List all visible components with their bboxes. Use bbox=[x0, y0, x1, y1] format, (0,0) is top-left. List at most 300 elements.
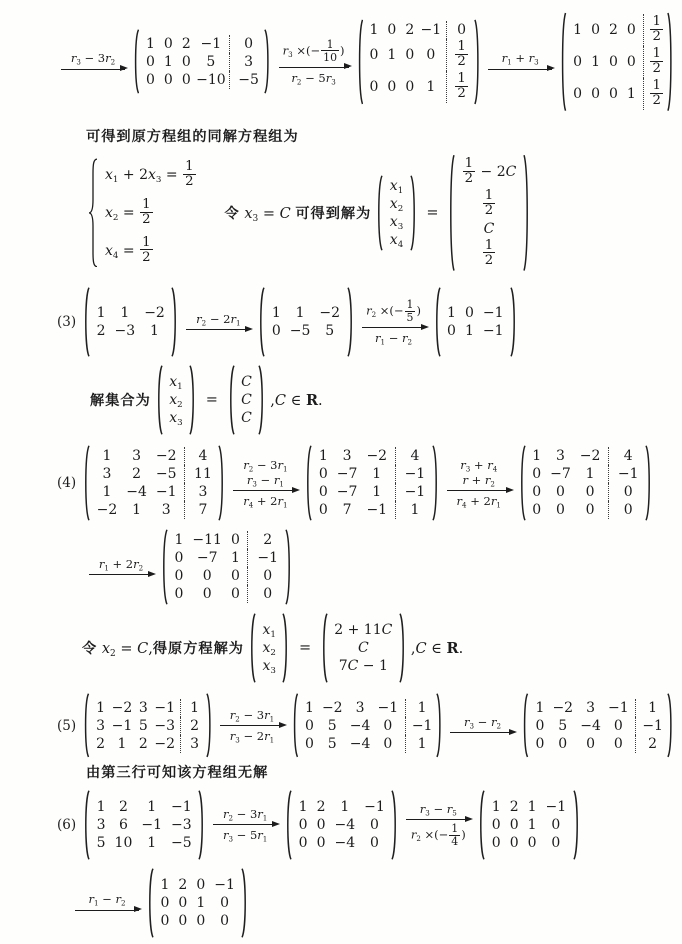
matrix-cell: 0 bbox=[229, 35, 262, 53]
matrix-cell: 0 bbox=[230, 532, 240, 549]
matrix-cell: 0 bbox=[247, 567, 282, 585]
matrix-cell: 0 bbox=[181, 71, 191, 88]
row-operation-arrow bbox=[89, 557, 153, 578]
augmented-matrix bbox=[83, 693, 212, 758]
matrix-cell: 0 bbox=[298, 834, 308, 851]
row-operation-arrow bbox=[220, 708, 284, 744]
item-5-no-solution-note bbox=[0, 762, 676, 782]
matrix-cell: −2 bbox=[111, 699, 133, 716]
matrix-cell: 4 bbox=[395, 447, 430, 465]
left-paren-icon bbox=[305, 445, 312, 521]
right-paren-icon bbox=[573, 790, 580, 860]
matrix-cell: −1 bbox=[377, 699, 399, 716]
matrix-cell bbox=[457, 188, 521, 220]
matrix-grid bbox=[328, 619, 399, 677]
matrix-cell: 1 bbox=[132, 502, 142, 519]
matrix-cell: 0 bbox=[405, 78, 415, 95]
matrix-cell: C bbox=[241, 410, 252, 427]
matrix-cell: 0 bbox=[551, 834, 561, 851]
fraction: $\frac{1}{2}$ bbox=[484, 187, 494, 219]
matrix-cell: −10 bbox=[196, 71, 226, 88]
row-operation-arrow bbox=[406, 802, 470, 848]
right-paren-icon bbox=[432, 445, 439, 521]
matrix-cell: 2 bbox=[132, 466, 142, 483]
matrix-cell: 1 bbox=[145, 35, 155, 52]
matrix-cell: −2 bbox=[96, 502, 118, 519]
matrix-cell: 3 bbox=[96, 717, 105, 734]
matrix-cell: 0 bbox=[304, 735, 314, 752]
left-paren-icon bbox=[478, 790, 485, 860]
matrix-grid bbox=[526, 445, 645, 521]
matrix-cell: 2 bbox=[96, 735, 105, 752]
fraction: $\frac{1}{5}$ bbox=[406, 298, 414, 325]
matrix-cell: 0 bbox=[626, 53, 636, 70]
matrix-cell: $x_2$ bbox=[169, 392, 183, 411]
equation-system bbox=[88, 158, 197, 268]
matrix-cell: 3 bbox=[184, 483, 216, 501]
matrix-cell: 2 bbox=[119, 798, 128, 815]
matrix-grid bbox=[265, 302, 346, 342]
matrix-cell: 1 bbox=[532, 448, 542, 465]
augmented-matrix bbox=[357, 19, 481, 105]
left-paren-icon bbox=[448, 154, 455, 272]
text-run: = bbox=[294, 640, 316, 657]
spacer bbox=[197, 212, 223, 213]
matrix-cell: 1 bbox=[369, 21, 379, 38]
matrix-cell: 0 bbox=[181, 53, 191, 70]
matrix-cell: 1 bbox=[147, 834, 157, 851]
equivalent-system-note bbox=[0, 126, 676, 146]
augmented-matrix bbox=[560, 12, 673, 112]
matrix-cell: 0 bbox=[160, 894, 170, 911]
item-6-reduction-cont-line bbox=[0, 868, 676, 938]
matrix-cell: 0 bbox=[160, 912, 170, 929]
arrow-shaft-icon bbox=[406, 819, 470, 820]
fraction: $\frac{1}{2}$ bbox=[185, 158, 194, 190]
matrix-cell: 0 bbox=[271, 323, 281, 340]
matrix-cell: 1 bbox=[230, 550, 240, 567]
matrix-cell: 3 bbox=[161, 502, 171, 519]
matrix-cell: 0 bbox=[532, 502, 542, 519]
item-5-reduction-line bbox=[0, 693, 676, 758]
row-operation-label: $r_3 - 3r_2$ bbox=[70, 51, 116, 67]
system-and-solution-line bbox=[0, 154, 676, 272]
left-paren-icon bbox=[285, 790, 292, 860]
right-paren-icon bbox=[282, 613, 289, 683]
matrix-cell: 0 bbox=[387, 78, 397, 95]
item-number: (5) bbox=[57, 717, 77, 734]
matrix-cell: 0 bbox=[446, 21, 472, 39]
row-operation-label: $r_2 - 3r_1$ bbox=[243, 458, 288, 474]
matrix-cell: 1 bbox=[196, 894, 206, 911]
matrix-cell: −1 bbox=[111, 717, 133, 734]
item-4-reduction-line bbox=[0, 445, 676, 521]
matrix bbox=[448, 154, 530, 272]
matrix-cell: 0 bbox=[585, 484, 595, 501]
system-lines bbox=[98, 158, 197, 268]
equation-line: $x_4$ = $\frac{1}{2}$ bbox=[105, 234, 151, 265]
matrix-cell: 0 bbox=[573, 53, 583, 70]
row-operation-label: $r_2$ ×(− $\frac{1}{5}$ ) bbox=[366, 298, 421, 325]
row-operation-arrow bbox=[186, 312, 250, 333]
matrix bbox=[285, 790, 398, 860]
row-reduction-step-line-1 bbox=[0, 12, 676, 112]
matrix-cell: 0 bbox=[532, 466, 542, 483]
fraction: $\frac{1}{2}$ bbox=[652, 77, 661, 109]
matrix bbox=[321, 613, 406, 683]
matrix-cell: 1 bbox=[372, 484, 382, 501]
item-number: (6) bbox=[57, 816, 77, 833]
matrix-cell: 1 bbox=[147, 798, 157, 815]
matrix-grid bbox=[383, 175, 409, 251]
matrix-cell: C bbox=[241, 392, 252, 409]
matrix-grid bbox=[90, 302, 171, 342]
left-paren-icon bbox=[83, 790, 90, 860]
fraction: $\frac{1}{2}$ bbox=[484, 237, 494, 268]
right-paren-icon bbox=[264, 29, 270, 94]
matrix bbox=[434, 287, 517, 357]
matrix-cell: 0 bbox=[426, 46, 436, 63]
matrix bbox=[83, 287, 178, 357]
matrix-cell: 3 bbox=[132, 448, 142, 465]
matrix-cell: 0 bbox=[318, 484, 328, 501]
matrix-cell: 0 bbox=[586, 735, 595, 752]
matrix-cell: 1 bbox=[535, 699, 545, 716]
left-paren-icon bbox=[156, 365, 163, 435]
matrix-cell: 0 bbox=[163, 35, 173, 52]
arrow-shaft-icon bbox=[450, 732, 514, 733]
matrix-cell: 0 bbox=[585, 502, 595, 519]
matrix-cell: 1 bbox=[96, 305, 106, 322]
matrix-cell: $\frac{1}{2}$ − 2C bbox=[464, 155, 517, 187]
arrow-shaft-icon bbox=[61, 69, 125, 70]
matrix-cell: 0 bbox=[608, 483, 643, 501]
augmented-matrix bbox=[133, 29, 271, 94]
matrix-cell: 1 bbox=[573, 21, 583, 38]
matrix-cell: 0 bbox=[491, 816, 501, 833]
text-run: = bbox=[421, 204, 444, 221]
matrix-cell: 2 bbox=[635, 735, 664, 753]
matrix-cell: 3 bbox=[355, 699, 365, 716]
matrix-cell: 1 bbox=[464, 323, 474, 340]
matrix-grid bbox=[90, 796, 198, 854]
matrix-cell: −1 bbox=[171, 798, 192, 815]
matrix-cell: 2 bbox=[178, 876, 188, 893]
matrix-cell: 2 bbox=[96, 323, 106, 340]
left-paren-icon bbox=[519, 445, 526, 521]
matrix-cell: −1 bbox=[482, 323, 504, 340]
matrix-cell: 6 bbox=[119, 816, 128, 833]
matrix-cell: −1 bbox=[395, 483, 430, 501]
matrix-cell: 2 + 11C bbox=[334, 622, 393, 639]
matrix-cell: 1 bbox=[626, 85, 636, 102]
matrix-cell: 0 bbox=[613, 735, 623, 752]
chinese-text: 令 bbox=[82, 641, 98, 658]
matrix-cell: 1 bbox=[96, 798, 106, 815]
matrix bbox=[249, 613, 289, 683]
matrix-cell: 7 bbox=[342, 502, 352, 519]
matrix-cell: 0 bbox=[370, 816, 379, 833]
matrix-grid bbox=[235, 371, 259, 429]
row-operation-arrow bbox=[447, 458, 511, 508]
row-operation-label: $r_2 - 3r_1$ bbox=[222, 807, 268, 823]
matrix-cell: 0 bbox=[316, 834, 326, 851]
augmented-matrix bbox=[161, 529, 292, 605]
augmented-matrix bbox=[305, 445, 438, 521]
matrix-cell: 0 bbox=[370, 834, 379, 851]
matrix-cell: 0 bbox=[318, 466, 328, 483]
right-paren-icon bbox=[436, 693, 442, 758]
matrix-cell: 10 bbox=[114, 834, 133, 851]
right-paren-icon bbox=[218, 445, 225, 521]
matrix-cell: 3 bbox=[342, 448, 352, 465]
matrix-cell: 1 bbox=[295, 305, 305, 322]
matrix-cell: −5 bbox=[229, 71, 262, 89]
matrix bbox=[228, 365, 266, 435]
row-operation-label: $r_4 + 2r_1$ bbox=[243, 494, 288, 510]
right-paren-icon bbox=[474, 19, 480, 105]
matrix-cell: 5 bbox=[325, 323, 335, 340]
row-operation-label: $r + r_2$ bbox=[462, 472, 495, 489]
matrix-cell bbox=[457, 238, 521, 270]
left-paren-icon bbox=[321, 613, 328, 683]
matrix-cell: 0 bbox=[247, 585, 282, 603]
matrix-cell: 1 bbox=[426, 78, 436, 95]
matrix-cell: 1 bbox=[527, 816, 537, 833]
matrix-cell: 2 bbox=[316, 798, 326, 815]
matrix bbox=[156, 365, 196, 435]
matrix-cell: $x_1$ bbox=[169, 374, 183, 393]
matrix-cell: 0 bbox=[304, 717, 314, 734]
matrix-cell: 1 bbox=[340, 798, 350, 815]
fraction: $\frac{1}{2}$ bbox=[142, 196, 151, 228]
matrix-cell: 0 bbox=[447, 323, 456, 340]
matrix-cell: 0 bbox=[609, 53, 618, 70]
matrix-cell: 0 bbox=[298, 816, 308, 833]
matrix-cell: $x_2$ bbox=[262, 640, 276, 659]
augmented-matrix bbox=[83, 445, 225, 521]
right-paren-icon bbox=[285, 529, 292, 605]
matrix-cell: $x_3$ bbox=[169, 410, 183, 429]
matrix-cell: 0 bbox=[527, 834, 537, 851]
matrix-cell: 0 bbox=[178, 912, 188, 929]
matrix-cell: −5 bbox=[289, 323, 311, 340]
matrix-cell: 3 bbox=[102, 466, 112, 483]
matrix-cell: 0 bbox=[558, 735, 568, 752]
matrix-cell: −1 bbox=[154, 699, 176, 716]
item-3-solution-line bbox=[0, 365, 676, 435]
matrix-cell: 0 bbox=[383, 717, 393, 734]
left-paren-icon bbox=[376, 175, 383, 251]
text-run: ,C ∈ R. bbox=[270, 391, 323, 409]
matrix-grid bbox=[529, 697, 667, 755]
matrix-cell: −2 bbox=[154, 735, 176, 752]
matrix-cell: −4 bbox=[126, 484, 147, 501]
matrix-cell: 3 bbox=[229, 53, 262, 71]
matrix-cell: 5 bbox=[206, 53, 216, 70]
matrix-cell: −2 bbox=[552, 699, 574, 716]
matrix-cell: −4 bbox=[349, 717, 371, 734]
row-operation-label: $r_2$ ×(− $\frac{1}{4}$ ) bbox=[410, 822, 466, 849]
row-operation-arrow bbox=[61, 51, 125, 72]
matrix-cell: $x_3$ bbox=[262, 658, 276, 677]
left-paren-icon bbox=[161, 529, 168, 605]
matrix-cell: 0 bbox=[556, 502, 565, 519]
matrix-cell: 0 bbox=[220, 894, 230, 911]
text-run: 令 $x_3 = C$ 可得到解为 bbox=[224, 205, 372, 224]
matrix-grid bbox=[363, 19, 474, 105]
chinese-text: 得原方程解为 bbox=[152, 641, 244, 658]
matrix-cell: 0 bbox=[145, 71, 155, 88]
text-run: 令 $x_2 = C$,得原方程解为 bbox=[82, 641, 244, 660]
row-operation-label: $r_3 - r_2$ bbox=[463, 715, 501, 731]
matrix-cell: −1 bbox=[608, 699, 629, 716]
row-operation-label: $r_4 + 2r_1$ bbox=[456, 494, 501, 510]
matrix-cell: −11 bbox=[192, 532, 222, 549]
equation-line: $x_1 + 2x_3$ = $\frac{1}{2}$ bbox=[105, 158, 194, 190]
matrix-grid bbox=[154, 874, 241, 932]
matrix-cell: 0 bbox=[613, 717, 623, 734]
matrix-cell: 1 bbox=[102, 484, 112, 501]
row-operation-label: $r_3$ ×(− $\frac{1}{10}$ ) bbox=[282, 37, 345, 64]
row-operation-label: $r_2 - 5r_3$ bbox=[291, 70, 336, 87]
fraction: $\frac{1}{4}$ bbox=[451, 822, 459, 849]
matrix-cell: 0 bbox=[491, 834, 501, 851]
arrow-shaft-icon bbox=[279, 67, 349, 68]
matrix-grid bbox=[90, 445, 218, 521]
matrix-cell: 0 bbox=[316, 816, 326, 833]
matrix bbox=[83, 790, 205, 860]
right-paren-icon bbox=[241, 868, 248, 938]
arrow-shaft-icon bbox=[362, 327, 426, 328]
item-number: (4) bbox=[57, 475, 77, 492]
matrix-cell: 0 bbox=[464, 305, 474, 322]
matrix bbox=[258, 287, 353, 357]
matrix-cell: 0 bbox=[573, 85, 583, 102]
right-paren-icon bbox=[399, 613, 406, 683]
matrix-cell: 0 bbox=[608, 501, 643, 519]
right-paren-icon bbox=[391, 790, 398, 860]
right-paren-icon bbox=[667, 693, 673, 758]
matrix-cell: 0 bbox=[532, 484, 542, 501]
arrow-shaft-icon bbox=[75, 910, 139, 911]
row-operation-label: $r_1 + r_3$ bbox=[501, 51, 539, 67]
augmented-matrix bbox=[522, 693, 673, 758]
matrix-cell: 1 bbox=[163, 53, 173, 70]
row-operation-arrow bbox=[488, 51, 552, 72]
matrix-cell: −1 bbox=[200, 35, 222, 52]
matrix-cell: −2 bbox=[366, 448, 388, 465]
chinese-text: 可得到解为 bbox=[295, 205, 372, 222]
matrix-cell: 0 bbox=[535, 717, 545, 734]
matrix-cell bbox=[446, 39, 472, 71]
matrix-cell: −4 bbox=[349, 735, 371, 752]
text-run bbox=[90, 390, 151, 410]
matrix bbox=[147, 868, 248, 938]
matrix-cell: 0 bbox=[230, 568, 240, 585]
matrix-cell: −3 bbox=[171, 816, 192, 833]
row-operation-label: $r_3 - r_1$ bbox=[246, 472, 284, 489]
matrix-cell: −1 bbox=[635, 717, 664, 735]
matrix-cell: −3 bbox=[114, 323, 136, 340]
arrow-shaft-icon bbox=[213, 824, 277, 825]
right-paren-icon bbox=[523, 154, 530, 272]
right-paren-icon bbox=[410, 175, 417, 251]
matrix-cell: 1 bbox=[585, 466, 595, 483]
arrow-shaft-icon bbox=[186, 329, 250, 330]
matrix-cell: −2 bbox=[321, 699, 343, 716]
matrix-cell: 0 bbox=[174, 586, 184, 603]
right-paren-icon bbox=[171, 287, 178, 357]
fraction: $\frac{1}{2}$ bbox=[652, 14, 661, 45]
matrix-cell: 0 bbox=[318, 502, 328, 519]
matrix-grid bbox=[168, 529, 285, 605]
matrix-cell: 1 bbox=[318, 448, 328, 465]
matrix-cell: −1 bbox=[482, 305, 504, 322]
row-operation-arrow bbox=[233, 458, 297, 508]
right-paren-icon bbox=[667, 12, 673, 112]
matrix-cell: −1 bbox=[366, 502, 388, 519]
fraction: $\frac{1}{2}$ bbox=[457, 70, 466, 102]
arrow-shaft-icon bbox=[488, 69, 552, 70]
matrix-grid bbox=[298, 697, 436, 755]
augmented-matrix bbox=[292, 693, 443, 758]
matrix-grid bbox=[441, 302, 510, 342]
arrow-shaft-icon bbox=[89, 574, 153, 575]
matrix-grid bbox=[90, 697, 206, 755]
fraction: $\frac{1}{2}$ bbox=[457, 38, 466, 70]
fraction: $\frac{1}{2}$ bbox=[464, 155, 474, 187]
matrix-cell: 0 bbox=[535, 735, 545, 752]
matrix-cell: 1 bbox=[298, 798, 308, 815]
item-number: (3) bbox=[57, 314, 77, 331]
matrix-cell: $x_3$ bbox=[389, 213, 404, 232]
left-paren-icon bbox=[83, 445, 90, 521]
arrow-shaft-icon bbox=[233, 490, 297, 491]
right-paren-icon bbox=[645, 445, 652, 521]
matrix-grid bbox=[292, 796, 391, 854]
matrix-cell: 0 bbox=[405, 46, 415, 63]
matrix-cell: 0 bbox=[196, 912, 206, 929]
matrix-cell: 5 bbox=[327, 717, 337, 734]
row-operation-label: $r_2 - 2r_1$ bbox=[196, 311, 241, 328]
matrix-cell: 5 bbox=[96, 834, 106, 851]
equation-line: $x_2$ = $\frac{1}{2}$ bbox=[105, 196, 151, 228]
matrix-cell: 0 bbox=[174, 568, 184, 585]
matrix-cell: 5 bbox=[327, 735, 337, 752]
brace-icon bbox=[88, 158, 98, 268]
matrix-cell: −5 bbox=[171, 834, 192, 851]
matrix-cell: 0 bbox=[591, 85, 600, 102]
matrix-cell: 3 bbox=[586, 699, 595, 716]
text-run: ,C ∈ R. bbox=[410, 639, 464, 657]
matrix-cell: 2 bbox=[609, 21, 618, 38]
matrix-cell: 0 bbox=[551, 816, 561, 833]
matrix-cell: −7 bbox=[550, 466, 571, 483]
matrix-cell: 1 bbox=[405, 699, 434, 717]
fraction: $\frac{1}{10}$ bbox=[323, 37, 338, 64]
matrix-cell: 5 bbox=[138, 717, 148, 734]
row-operation-label: $r_2 - 3r_1$ bbox=[229, 707, 275, 724]
right-paren-icon bbox=[198, 790, 205, 860]
row-operation-label: $r_3 + r_4$ bbox=[460, 458, 498, 474]
matrix-cell: −1 bbox=[405, 717, 434, 735]
row-operation-label: $r_1 - r_2$ bbox=[88, 892, 126, 908]
matrix-cell: 3 bbox=[138, 699, 148, 716]
matrix-cell: −2 bbox=[319, 305, 341, 322]
matrix-cell: 1 bbox=[102, 448, 112, 465]
left-paren-icon bbox=[258, 287, 265, 357]
